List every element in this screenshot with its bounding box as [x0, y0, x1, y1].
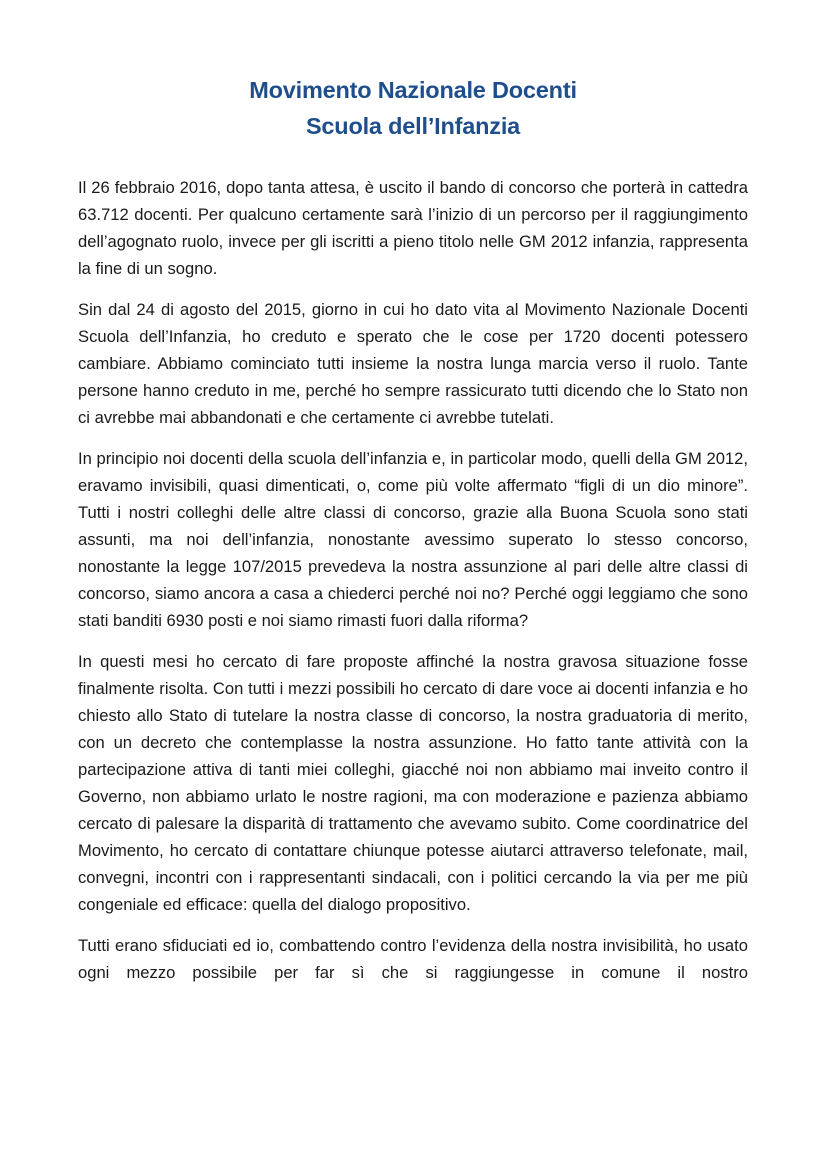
document-page — [78, 72, 748, 1000]
title-line-school: Scuola dell’Infanzia — [305, 113, 521, 139]
document-title — [78, 72, 748, 144]
document-body — [78, 174, 748, 986]
paragraph-2: Sin dal 24 di agosto del 2015, giorno in cui ho dato vita al Movimento Nazionale Docenti Scuola dell’Infanzia, ho creduto e sperato che le cose per 1720 docenti potessero cambiare. Abbiamo cominciato tutti insieme la nostra lunga marcia verso il ruolo. Tante persone hanno creduto in me, perché ho sempre rassicurato tutti dicendo che lo Stato non ci avrebbe mai abbandonati e che certamente ci avrebbe tutelati. — [78, 300, 748, 427]
paragraph-5: Tutti erano sfiduciati ed io, combattendo contro l’evidenza della nostra invisibilità, ho usato ogni mezzo possibile per far sì che si raggiungesse in comune il nostro — [78, 936, 748, 982]
paragraph-4: In questi mesi ho cercato di fare proposte affinché la nostra gravosa situazione fosse finalmente risolta. Con tutti i mezzi possibili ho cercato di dare voce ai docenti infanzia e ho chiesto allo Stato di tutelare la nostra classe di concorso, la nostra graduatoria di merito, con un decreto che contemplasse la nostra assunzione. Ho fatto tante attività con la partecipazione attiva di tanti miei colleghi, giacché noi non abbiamo mai inveito contro il Governo, non abbiamo urlato le nostre ragioni, ma con moderazione e pazienza abbiamo cercato di palesare la disparità di trattamento che avevamo subito. Come coordinatrice del Movimento, ho cercato di contattare chiunque potesse aiutarci attraverso telefonate, mail, convegni, incontri con i rappresentanti sindacali, con i politici cercando la via per me più congeniale ed efficace: quella del dialogo propositivo. — [78, 652, 748, 914]
paragraph-1: Il 26 febbraio 2016, dopo tanta attesa, è uscito il bando di concorso che porterà in cattedra 63.712 docenti. Per qualcuno certamente sarà l’inizio di un percorso per il raggiungimento dell’agognato ruolo, invece per gli iscritti a pieno titolo nelle GM 2012 infanzia, rappresenta la fine di un sogno. — [78, 178, 748, 278]
title-line-organization: Movimento Nazionale Docenti — [249, 77, 577, 103]
paragraph-3: In principio noi docenti della scuola dell’infanzia e, in particolar modo, quelli della GM 2012, eravamo invisibili, quasi dimenticati, o, come più volte affermato “figli di un dio minore”. Tutti i nostri colleghi delle altre classi di concorso, grazie alla Buona Scuola sono stati assunti, ma noi dell’infanzia, nonostante avessimo superato lo stesso concorso, nonostante la legge 107/2015 prevedeva la nostra assunzione al pari delle altre classi di concorso, siamo ancora a casa a chiederci perché noi no? Perché oggi leggiamo che sono stati banditi 6930 posti e noi siamo rimasti fuori dalla riforma? — [78, 449, 748, 630]
